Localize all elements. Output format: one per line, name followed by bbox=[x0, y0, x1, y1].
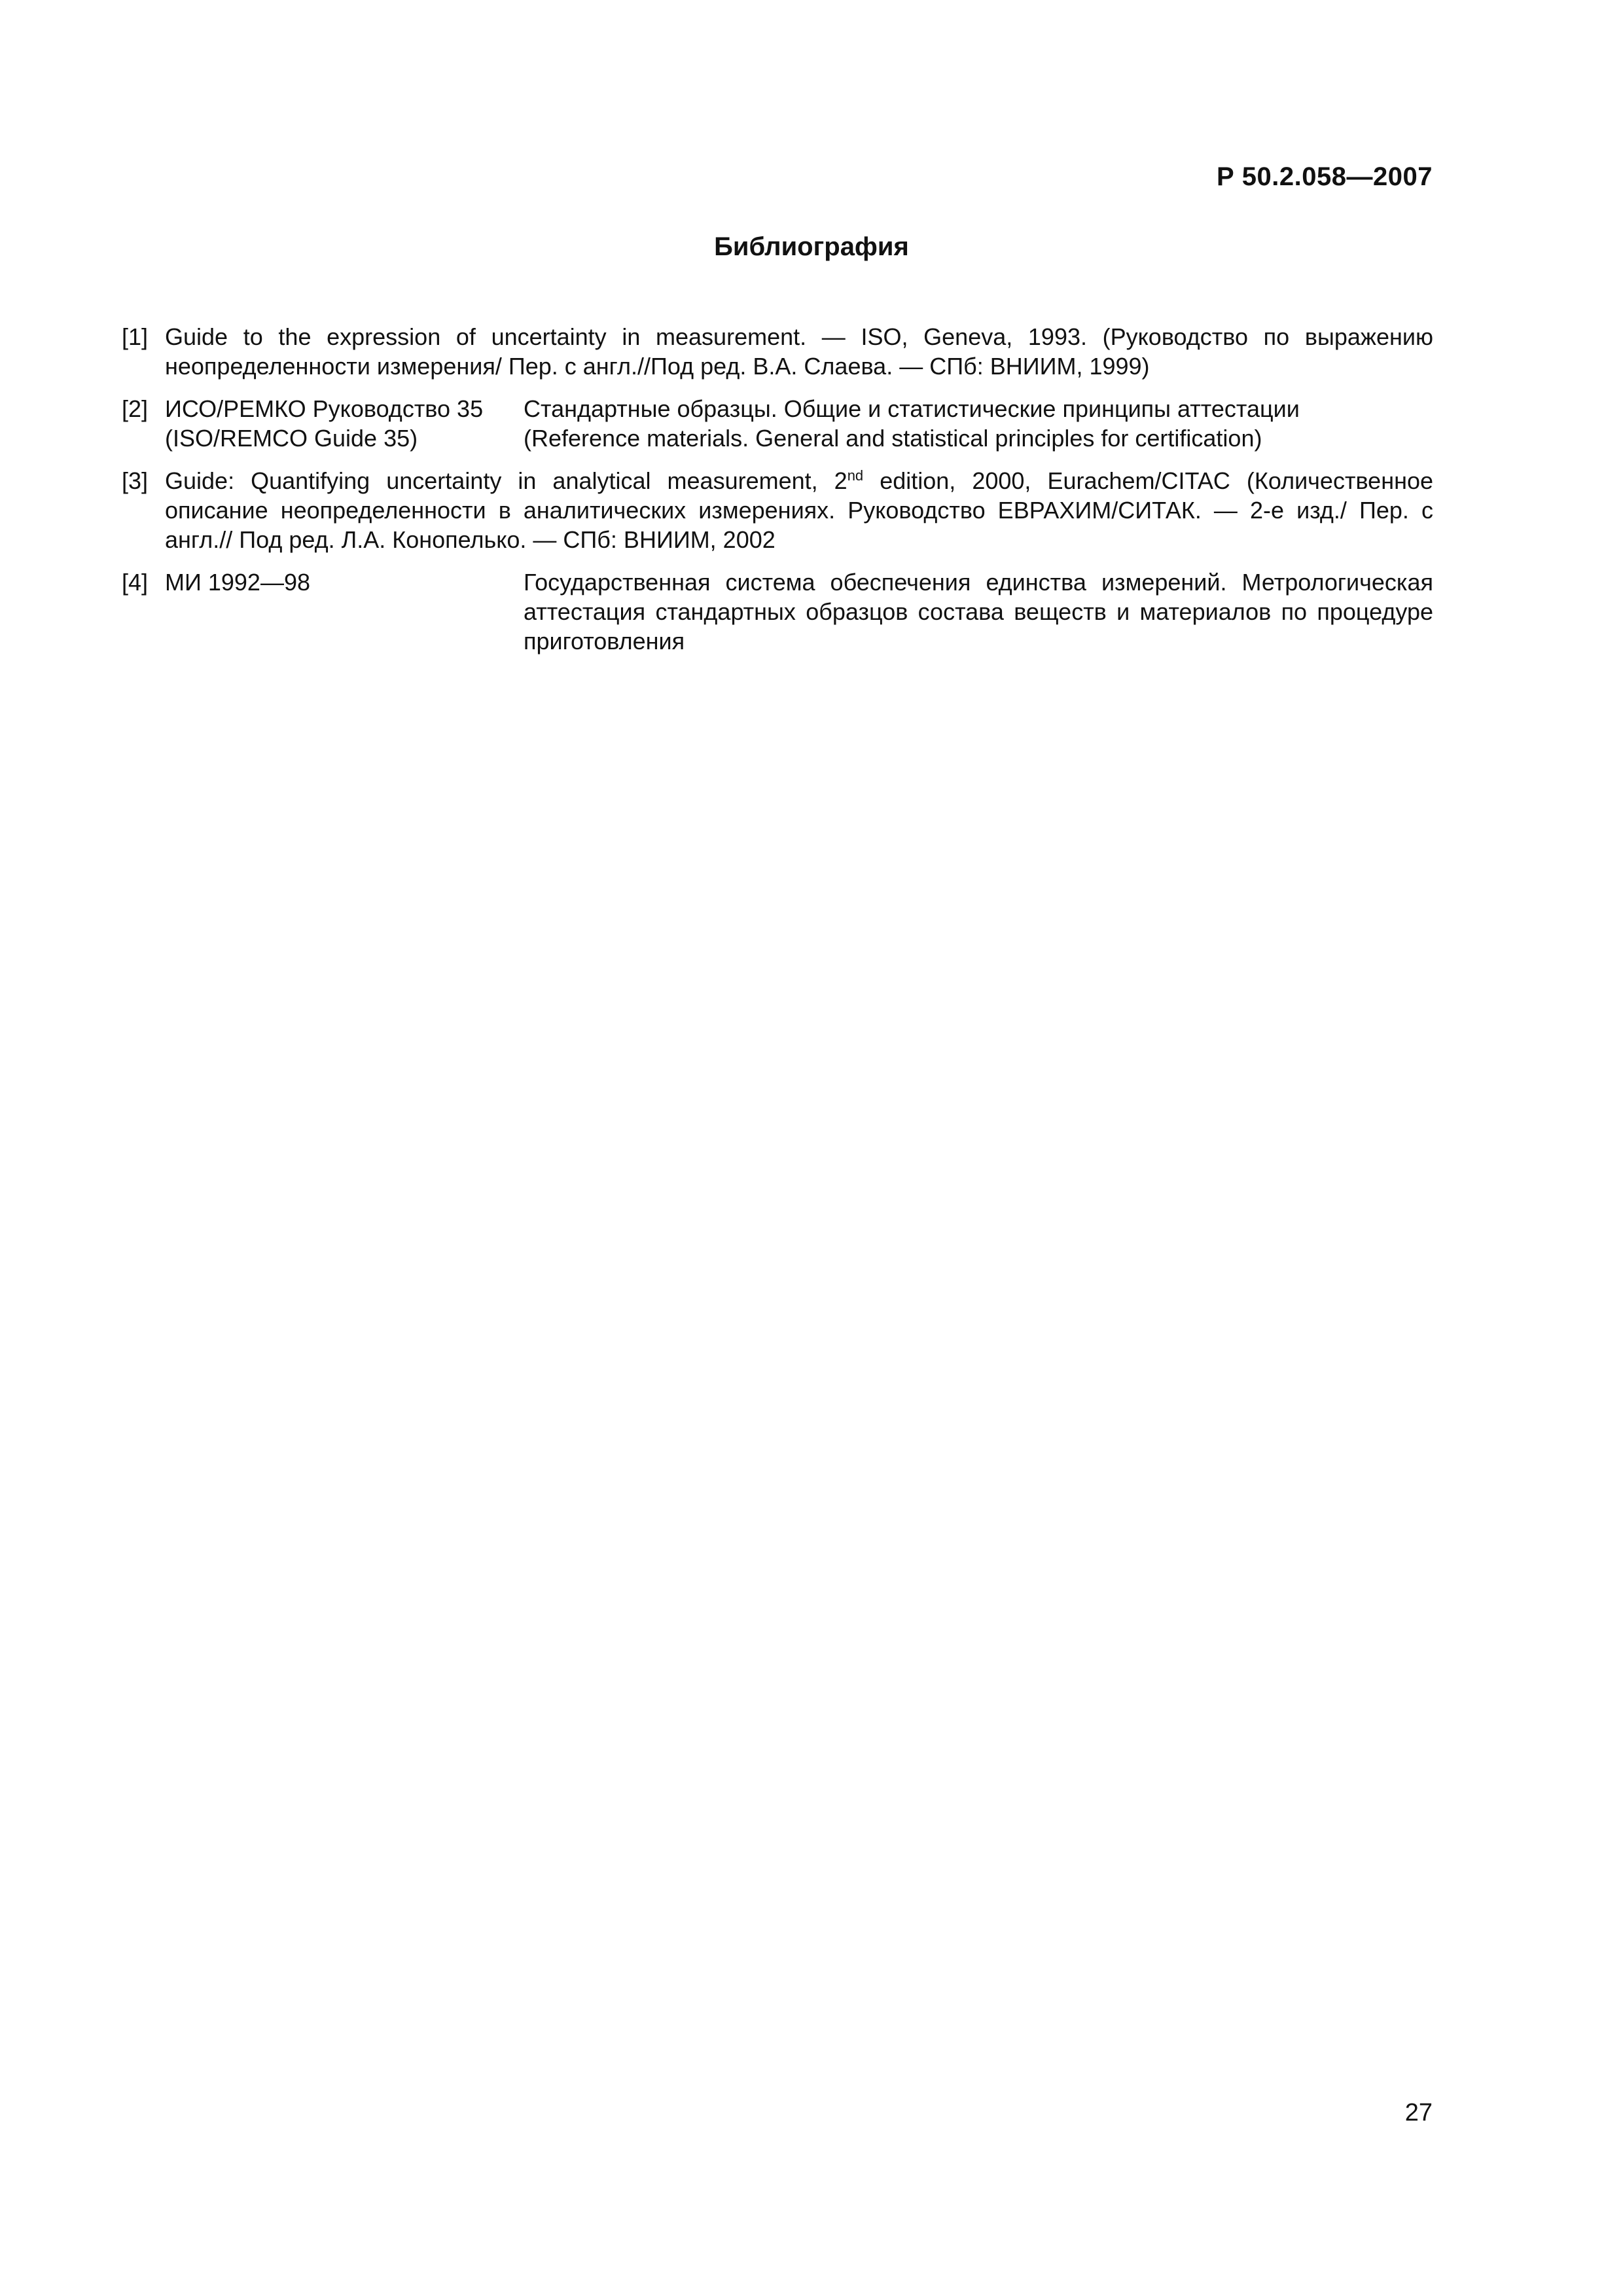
designation-line-1: ИСО/РЕМКО Руководство 35 bbox=[165, 395, 484, 422]
page-title: Библиография bbox=[714, 232, 909, 261]
bibliography-entry-1 bbox=[122, 322, 1433, 381]
entry-number: [3] bbox=[122, 467, 149, 494]
bibliography-entry-2 bbox=[122, 394, 1433, 453]
designation-line-2: (ISO/REMCO Guide 35) bbox=[165, 425, 418, 452]
title-line-1: Стандартные образцы. Общие и статистические принципы аттестации bbox=[524, 395, 1300, 422]
entry-title bbox=[524, 394, 1433, 453]
bibliography-entry-4 bbox=[122, 567, 1433, 656]
ordinal-superscript: nd bbox=[847, 467, 864, 484]
entry-designation bbox=[165, 394, 524, 453]
entry-number: [2] bbox=[122, 395, 149, 422]
document-code: Р 50.2.058—2007 bbox=[1217, 162, 1433, 191]
entry-number: [4] bbox=[122, 569, 149, 596]
entry-columns bbox=[165, 394, 1433, 453]
entry-title: Государственная система обеспечения единства измерений. Метрологическая аттестация стандартных образцов состава веществ и материалов по процедуре приготовления bbox=[524, 569, 1433, 655]
entry-text-part-2: edition, 2000, Eurachem/CITAC (Количественное описание неопределенности в аналитических измерениях. Руководство ЕВРАХИМ/СИТАК. — 2-е изд./ Пер. с англ.// Под ред. Л.А. Конопелько. — СПб: ВНИИМ, 2002 bbox=[165, 467, 1433, 553]
entry-text-part-1: Guide: Quantifying uncertainty in analytical measurement, 2 bbox=[165, 467, 847, 494]
entry-number: [1] bbox=[122, 323, 149, 350]
page-number: 27 bbox=[1404, 2099, 1433, 2126]
entry-designation: МИ 1992—98 bbox=[165, 569, 310, 596]
title-line-2: (Reference materials. General and statistical principles for certification) bbox=[524, 425, 1262, 452]
entry-text bbox=[165, 466, 1433, 554]
bibliography-list bbox=[122, 322, 1433, 669]
entry-text: Guide to the expression of uncertainty in measurement. — ISO, Geneva, 1993. (Руководство по выражению неопределенности измерения/ Пер. с англ.//Под ред. В.А. Слаева. — СПб: ВНИИМ, 1999) bbox=[165, 323, 1433, 380]
bibliography-entry-3 bbox=[122, 466, 1433, 554]
entry-columns bbox=[165, 567, 1433, 656]
